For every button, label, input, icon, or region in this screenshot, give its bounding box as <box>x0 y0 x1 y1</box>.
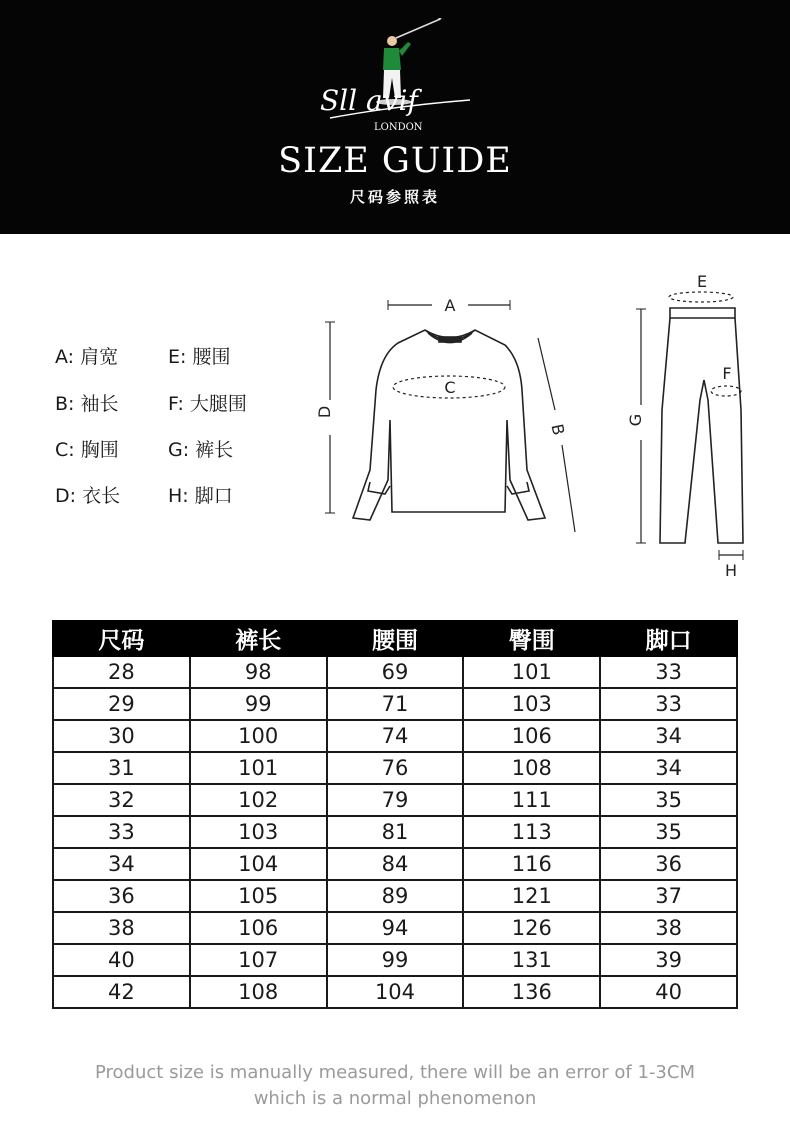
table-cell: 104 <box>190 848 327 880</box>
table-cell: 101 <box>190 752 327 784</box>
size-table <box>52 620 738 1009</box>
table-cell: 99 <box>190 688 327 720</box>
legend-item-g: G: 裤长 <box>168 439 234 461</box>
table-cell: 106 <box>190 912 327 944</box>
table-cell: 126 <box>463 912 600 944</box>
table-row <box>53 880 737 912</box>
table-cell: 94 <box>327 912 464 944</box>
table-cell: 103 <box>190 816 327 848</box>
table-row <box>53 688 737 720</box>
legend-item-a: A: 肩宽 <box>55 346 119 368</box>
brand-script: Sll avif <box>320 84 418 117</box>
table-cell: 30 <box>53 720 190 752</box>
page-title: SIZE GUIDE <box>278 141 512 181</box>
table-cell: 74 <box>327 720 464 752</box>
table-cell: 116 <box>463 848 600 880</box>
table-row <box>53 976 737 1008</box>
table-row <box>53 944 737 976</box>
label-d: D <box>315 405 334 419</box>
label-e: E <box>696 272 708 291</box>
legend-item-d: D: 衣长 <box>55 485 121 507</box>
table-cell: 33 <box>53 816 190 848</box>
table-cell: 31 <box>53 752 190 784</box>
table-cell: 28 <box>53 656 190 688</box>
table-cell: 113 <box>463 816 600 848</box>
table-cell: 40 <box>600 976 737 1008</box>
header-hem: 脚口 <box>600 621 737 656</box>
disclaimer-line-1: Product size is manually measured, there will be an error of 1-3CM <box>95 1062 695 1083</box>
header-size: 尺码 <box>53 621 190 656</box>
header-hip: 臀围 <box>463 621 600 656</box>
table-cell: 36 <box>600 848 737 880</box>
table-row <box>53 720 737 752</box>
table-cell: 33 <box>600 656 737 688</box>
table-row <box>53 912 737 944</box>
legend-item-h: H: 脚口 <box>168 485 233 507</box>
table-cell: 108 <box>463 752 600 784</box>
table-cell: 76 <box>327 752 464 784</box>
table-cell: 34 <box>600 752 737 784</box>
table-cell: 98 <box>190 656 327 688</box>
table-cell: 100 <box>190 720 327 752</box>
header-banner <box>0 0 790 234</box>
table-cell: 42 <box>53 976 190 1008</box>
legend-item-b: B: 袖长 <box>55 393 119 415</box>
table-cell: 69 <box>327 656 464 688</box>
table-cell: 107 <box>190 944 327 976</box>
table-cell: 34 <box>53 848 190 880</box>
legend-item-f: F: 大腿围 <box>168 393 247 415</box>
table-row <box>53 784 737 816</box>
table-cell: 40 <box>53 944 190 976</box>
table-cell: 35 <box>600 784 737 816</box>
label-b: B <box>547 422 569 437</box>
label-a: A <box>444 296 456 315</box>
page-subtitle: 尺码参照表 <box>349 188 440 206</box>
table-cell: 39 <box>600 944 737 976</box>
disclaimer-line-2: which is a normal phenomenon <box>253 1088 537 1109</box>
table-cell: 102 <box>190 784 327 816</box>
label-c: C <box>444 378 456 397</box>
table-cell: 84 <box>327 848 464 880</box>
legend-item-c: C: 胸围 <box>55 439 119 461</box>
pants-diagram <box>660 292 743 543</box>
legend-item-e: E: 腰围 <box>168 346 231 368</box>
brand-logo <box>310 18 480 136</box>
table-cell: 104 <box>327 976 464 1008</box>
table-cell: 131 <box>463 944 600 976</box>
sweatshirt-diagram <box>353 330 545 520</box>
table-cell: 34 <box>600 720 737 752</box>
table-cell: 33 <box>600 688 737 720</box>
table-cell: 36 <box>53 880 190 912</box>
table-cell: 32 <box>53 784 190 816</box>
table-row <box>53 848 737 880</box>
table-cell: 71 <box>327 688 464 720</box>
table-cell: 35 <box>600 816 737 848</box>
table-cell: 79 <box>327 784 464 816</box>
brand-sub: LONDON <box>374 122 423 133</box>
table-cell: 103 <box>463 688 600 720</box>
table-row <box>53 752 737 784</box>
table-cell: 81 <box>327 816 464 848</box>
label-f: F <box>722 364 732 383</box>
table-cell: 38 <box>600 912 737 944</box>
measurement-diagram <box>0 234 790 604</box>
label-h: H <box>724 561 738 580</box>
table-header-row <box>53 621 737 656</box>
table-cell: 29 <box>53 688 190 720</box>
table-cell: 89 <box>327 880 464 912</box>
table-cell: 99 <box>327 944 464 976</box>
header-pants-length: 裤长 <box>190 621 327 656</box>
table-cell: 111 <box>463 784 600 816</box>
table-cell: 37 <box>600 880 737 912</box>
table-cell: 105 <box>190 880 327 912</box>
table-row <box>53 816 737 848</box>
header-waist: 腰围 <box>327 621 464 656</box>
table-cell: 136 <box>463 976 600 1008</box>
table-cell: 121 <box>463 880 600 912</box>
table-cell: 38 <box>53 912 190 944</box>
table-row <box>53 656 737 688</box>
table-cell: 108 <box>190 976 327 1008</box>
table-cell: 106 <box>463 720 600 752</box>
table-cell: 101 <box>463 656 600 688</box>
label-g: G <box>626 413 645 427</box>
